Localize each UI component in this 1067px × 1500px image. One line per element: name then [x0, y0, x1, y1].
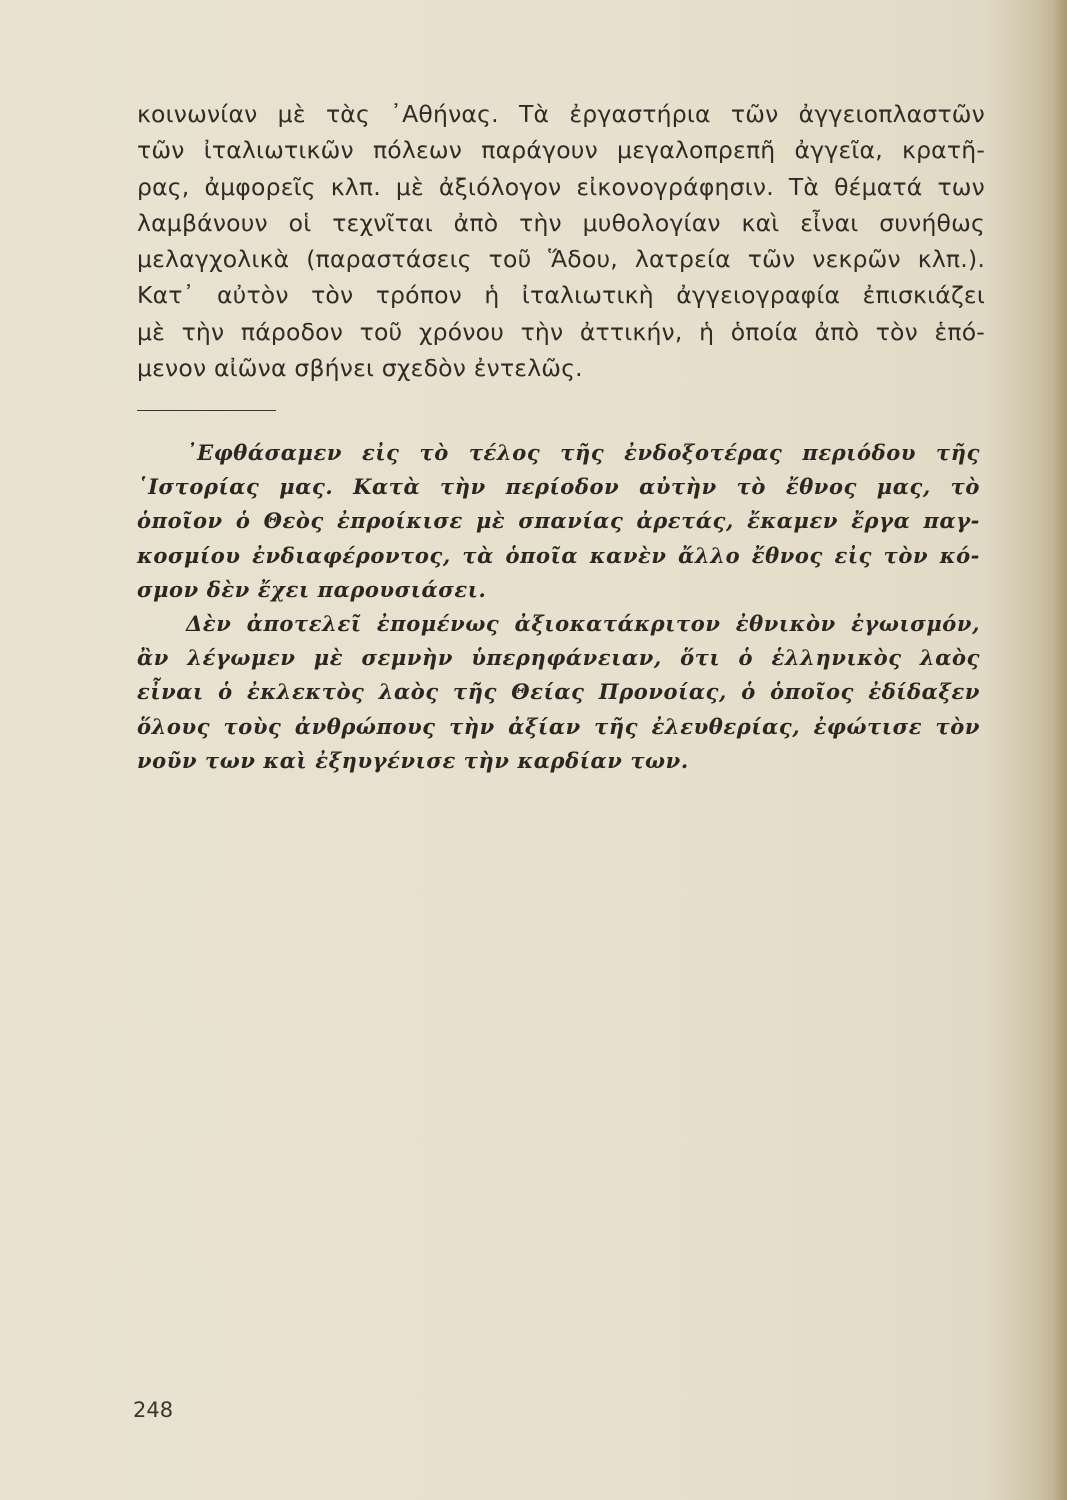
quote-line: σμον δὲν ἔχει παρουσιάσει. [137, 576, 487, 602]
quote-line: ᾿Εφθάσαμεν εἰς τὸ τέλος τῆς ἐνδοξοτέρας περιόδου τῆς [186, 440, 980, 465]
text-line: μελαγχολικὰ (παραστάσεις τοῦ Ἅδου, λατρεία τῶν νεκρῶν κλπ.). [137, 245, 985, 274]
quote-line: εἶναι ὁ ἐκλεκτὸς λαὸς τῆς Θείας Προνοίας, ὁ ὁποῖος ἐδίδαξεν [137, 679, 980, 705]
text-line: ρας, ἀμφορεῖς κλπ. μὲ ἀξιόλογον εἰκονογράφησιν. Τὰ θέματά των [137, 172, 985, 201]
text-line: μὲ τὴν πάροδον τοῦ χρόνου τὴν ἀττικήν, ἡ ὁποία ἀπὸ τὸν ἑπό- [137, 317, 985, 346]
quote-line: ἂν λέγωμεν μὲ σεμνὴν ὑπερηφάνειαν, ὅτι ὁ ἑλληνικὸς λαὸς [137, 645, 980, 671]
main-paragraph [137, 96, 985, 386]
closing-quote [137, 436, 980, 778]
text-line: κοινωνίαν μὲ τὰς ᾿Αθήνας. Τὰ ἐργαστήρια τῶν ἀγγειοπλαστῶν [137, 100, 985, 128]
page-edge-shadow [1053, 0, 1067, 1500]
quote-line: κοσμίου ἐνδιαφέροντος, τὰ ὁποῖα κανὲν ἄλλο ἔθνος εἰς τὸν κό- [137, 542, 980, 568]
quote-line: ὅλους τοὺς ἀνθρώπους τὴν ἀξίαν τῆς ἐλευθερίας, ἐφώτισε τὸν [137, 713, 980, 739]
quote-line: Δὲν ἀποτελεῖ ἐπομένως ἀξιοκατάκριτον ἐθνικὸν ἐγωισμόν, [186, 611, 980, 637]
text-line: Κατ᾿ αὐτὸν τὸν τρόπον ἡ ἰταλιωτικὴ ἀγγειογραφία ἐπισκιάζει [137, 281, 985, 310]
quote-line: ὁποῖον ὁ Θεὸς ἐπροίκισε μὲ σπανίας ἀρετάς, ἔκαμεν ἔργα παγ- [137, 508, 980, 534]
text-line: μενον αἰῶνα σβήνει σχεδὸν ἐντελῶς. [137, 354, 583, 383]
text-line: λαμβάνουν οἱ τεχνῖται ἀπὸ τὴν μυθολογίαν καὶ εἶναι συνήθως [137, 208, 985, 237]
quote-line: ῾Ιστορίας μας. Κατὰ τὴν περίοδον αὐτὴν τὸ ἔθνος μας, τὸ [137, 474, 980, 500]
quote-line: νοῦν των καὶ ἐξηυγένισε τὴν καρδίαν των. [137, 747, 689, 773]
text-line: τῶν ἰταλιωτικῶν πόλεων παράγουν μεγαλοπρεπῆ ἀγγεῖα, κρατῆ- [137, 136, 985, 165]
section-divider [137, 410, 276, 411]
page-number: 248 [133, 1398, 174, 1422]
